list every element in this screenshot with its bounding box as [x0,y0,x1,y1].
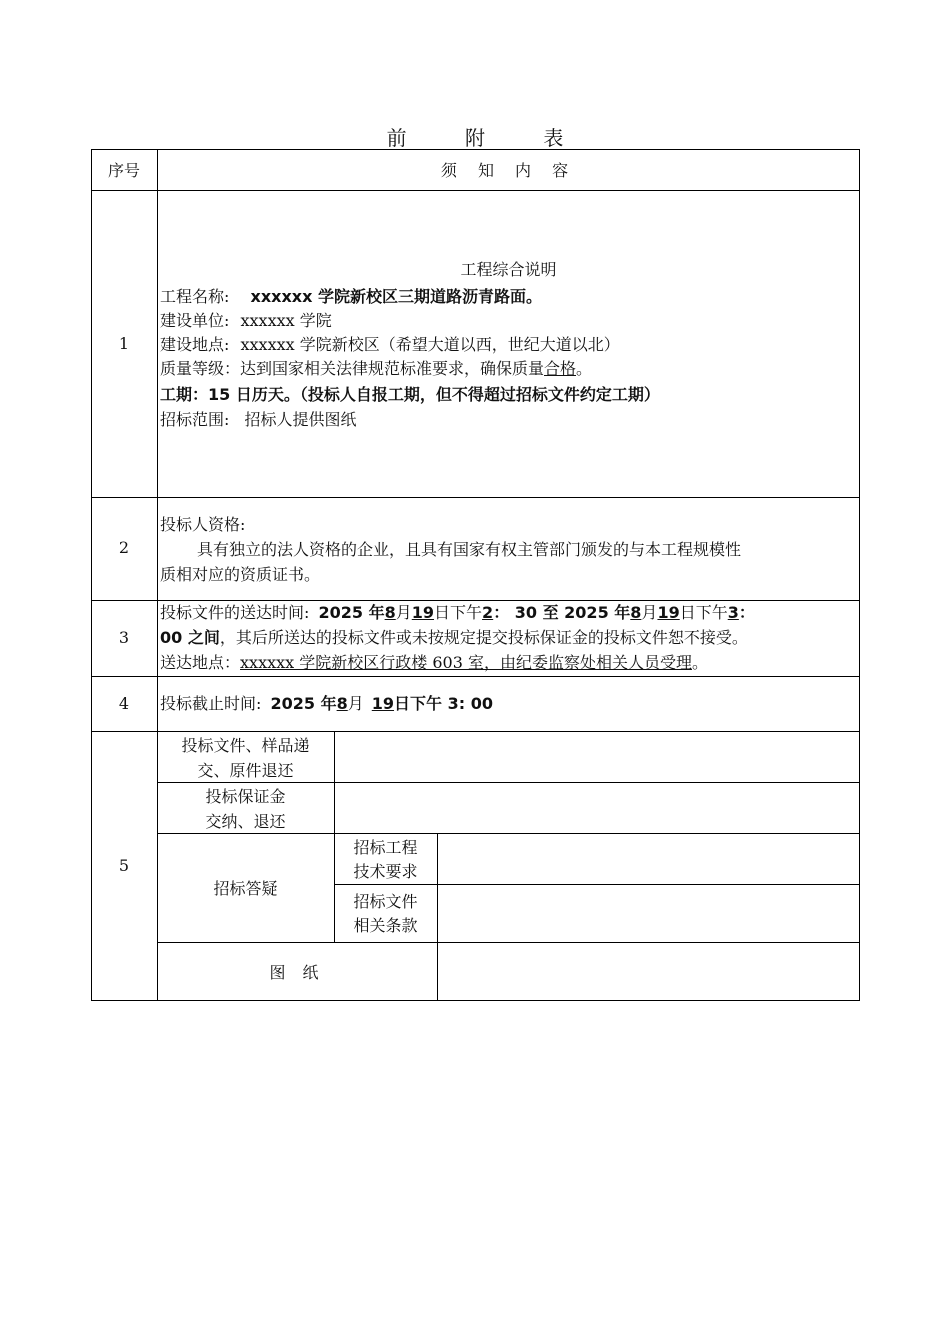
deadline-year: 2025 年 [270,694,337,713]
site-line [160,332,620,357]
delivery-place-label: 送达地点： [160,653,241,672]
date-month: 8 [630,603,642,622]
date-range: ： 30 至 2025 年 [493,603,631,622]
row-divider [91,497,860,498]
builder-label: 建设单位: [160,311,230,330]
row-divider [91,676,860,677]
row-number: 3 [118,628,130,647]
day-char: 日下午 [434,603,483,622]
header-serial: 序号 [107,161,140,180]
clarification-label: 招标答疑 [213,879,278,898]
qualification-line-1: 具有独立的法人资格的企业，且具有国家有权主管部门颁发的与本工程规模性 [197,540,742,559]
quality-text: 质量等级：达到国家相关法律规范标准要求，确保质量 [160,359,545,378]
delivery-deadline-line [160,625,748,650]
project-name-line [160,284,542,309]
drawings-label: 图 纸 [269,963,325,982]
day-char: 日下午 [679,603,728,622]
page-title: 前 附 表 [386,126,590,150]
delivery-time-line [160,600,755,625]
row-number: 1 [118,334,130,353]
tech-req-label-1: 招标工程 [353,838,418,857]
scope-label: 招标范围: [160,410,230,429]
submission-label-1: 投标文件、样品递 [181,736,310,755]
deadline-time: 日下午 3: 00 [394,694,493,713]
row-number: 2 [118,538,130,557]
date-year: 2025 年 [318,603,385,622]
deposit-label-1: 投标保证金 [205,787,286,806]
project-heading: 工程综合说明 [460,260,557,279]
construction-period: 工期：15 日历天。（投标人自报工期，但不得超过招标文件约定工期） [160,385,660,404]
quality-line [160,356,592,381]
site-label: 建设地点: [160,335,230,354]
rejection-note: ，其后所送达的投标文件或未按规定提交投标保证金的投标文件恕不接受。 [219,628,748,647]
inner-divider [157,942,860,943]
date-hour: 2 [482,603,494,622]
submission-label-2: 交、原件退还 [197,761,294,780]
row-divider [91,731,860,732]
deadline-month: 8 [336,694,348,713]
site-value: xxxxxx 学院新校区（希望大道以西，世纪大道以北） [240,335,620,354]
delivery-place-value: xxxxxx 学院新校区行政楼 603 室，由纪委监察处相关人员受理 [240,653,692,672]
delivery-time-label: 投标文件的送达时间: [160,603,310,622]
row-number: 4 [118,694,130,713]
date-day: 19 [657,603,680,622]
row-divider [91,190,860,191]
inner-divider [437,833,438,1001]
project-name-label: 工程名称: [160,287,230,306]
header-content: 须 知 内 容 [440,161,577,180]
date-hour: 3 [727,603,739,622]
deadline-day: 19 [371,694,395,713]
project-name-value: xxxxxx 学院新校区三期道路沥青路面。 [250,287,542,306]
delivery-place-line [160,650,708,675]
quality-end: 。 [576,359,593,378]
deadline-label: 投标截止时间: [160,694,262,713]
row-number: 5 [118,856,130,875]
terms-label-2: 相关条款 [353,916,418,935]
scope-line [160,407,357,432]
deadline-line [160,691,493,716]
month-char: 月 [395,603,412,622]
date-day: 19 [411,603,435,622]
scope-value: 招标人提供图纸 [244,410,357,429]
inner-divider [334,884,860,885]
quality-value: 合格 [544,359,577,378]
delivery-deadline-end: 00 之间 [160,628,220,647]
tech-req-label-2: 技术要求 [353,862,418,881]
time-colon: ： [738,603,755,622]
delivery-place-end: 。 [691,653,708,672]
qualification-line-2: 质相对应的资质证书。 [160,565,321,584]
qualification-label: 投标人资格: [160,515,246,534]
terms-label-1: 招标文件 [353,892,418,911]
builder-value: xxxxxx 学院 [240,311,332,330]
deposit-label-2: 交纳、退还 [205,812,286,831]
month-char: 月 [347,694,364,713]
builder-line [160,308,332,333]
month-char: 月 [641,603,658,622]
date-month: 8 [384,603,396,622]
